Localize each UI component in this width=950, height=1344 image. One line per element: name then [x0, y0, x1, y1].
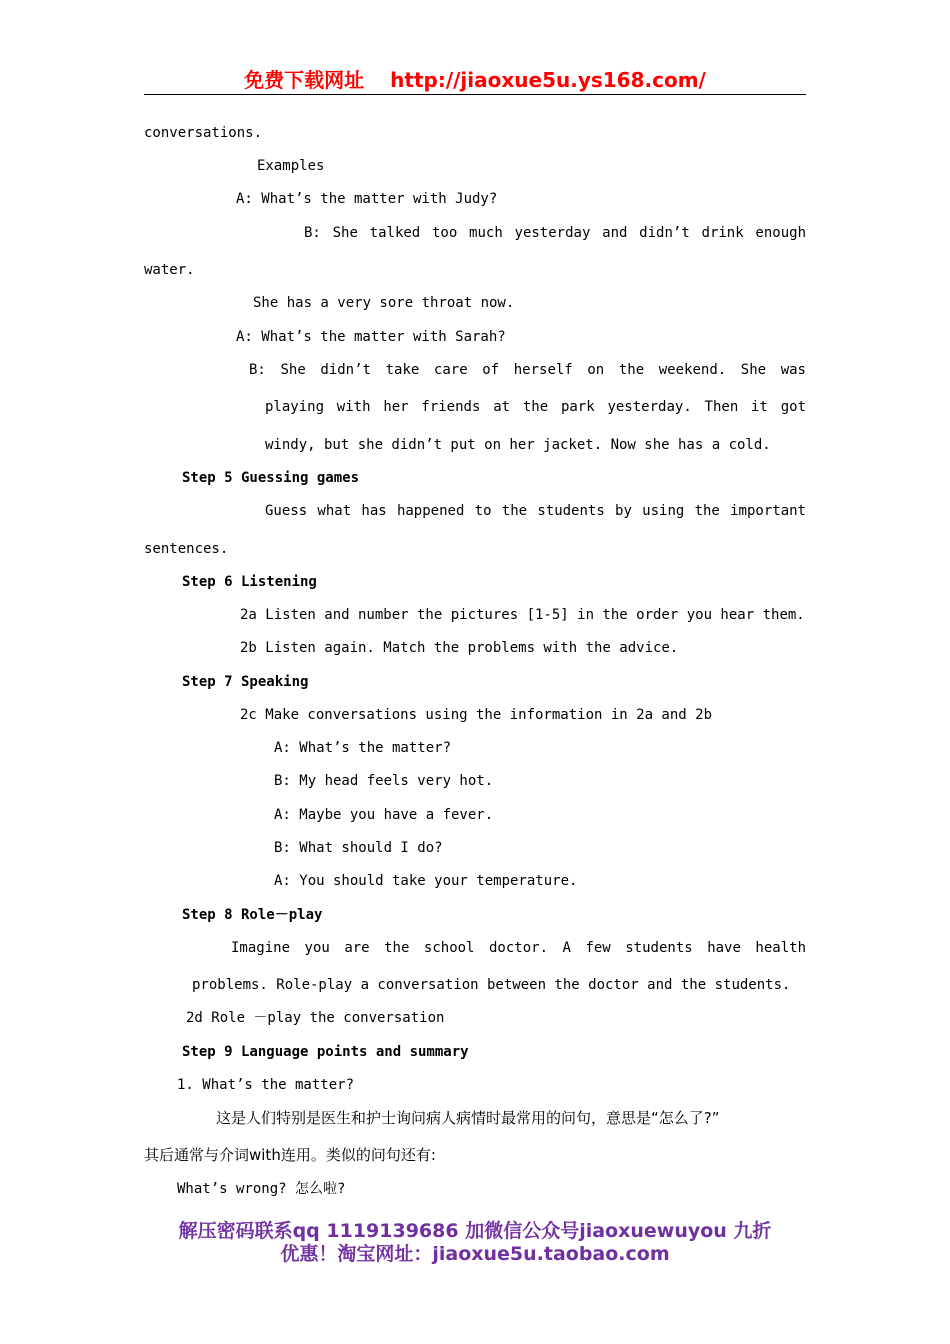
dialogue-line: B: She talked too much yesterday and didn’t drink enough: [304, 225, 806, 241]
header-url[interactable]: http://jiaoxue5u.ys168.com/: [390, 68, 706, 92]
step-heading: Step 6 Listening: [182, 574, 317, 590]
chinese-text-line: 其后通常与介词with连用。类似的问句还有:: [144, 1146, 436, 1164]
footer-line-1: 解压密码联系qq 1119139686 加微信公众号jiaoxuewuyou 九折: [178, 1220, 772, 1242]
dialogue-line: B: My head feels very hot.: [274, 773, 494, 789]
footer-line-2: 优惠！淘宝网址：jiaoxue5u.taobao.com: [280, 1243, 670, 1265]
text-line: conversations.: [144, 125, 263, 141]
page-header: [144, 66, 806, 95]
dialogue-line: She has a very sore throat now.: [253, 295, 515, 311]
dialogue-line: A: What’s the matter with Sarah?: [236, 329, 506, 345]
step-heading: Step 8 Role－play: [182, 907, 323, 923]
chinese-text-line: 这是人们特别是医生和护士询问病人病情时最常用的问句，意思是“怎么了?”: [216, 1109, 720, 1127]
text-line: Imagine you are the school doctor. A few students have health: [231, 940, 806, 956]
step-heading: Step 9 Language points and summary: [182, 1044, 469, 1060]
dialogue-line: A: You should take your temperature.: [274, 873, 578, 889]
dialogue-line: B: She didn’t take care of herself on the weekend. She was: [249, 362, 806, 378]
dialogue-line: A: Maybe you have a fever.: [274, 807, 494, 823]
step-heading: Step 7 Speaking: [182, 674, 309, 690]
examples-heading: Examples: [257, 158, 325, 174]
text-line: problems. Role-play a conversation between the doctor and the students.: [192, 977, 791, 993]
text-line: What’s wrong? 怎么啦?: [177, 1181, 346, 1197]
header-label: 免费下载网址: [244, 68, 365, 92]
text-line: 2b Listen again. Match the problems with the advice.: [240, 640, 679, 656]
text-line: 1. What’s the matter?: [177, 1077, 355, 1093]
text-line: 2c Make conversations using the information in 2a and 2b: [240, 707, 713, 723]
dialogue-line: windy, but she didn’t put on her jacket. Now she has a cold.: [265, 437, 771, 453]
dialogue-line: B: What should I do?: [274, 840, 443, 856]
dialogue-line: A: What’s the matter?: [274, 740, 452, 756]
text-line: Guess what has happened to the students by using the important: [265, 503, 806, 519]
text-line: sentences.: [144, 541, 229, 557]
text-line: water.: [144, 262, 195, 278]
step-heading: Step 5 Guessing games: [182, 470, 360, 486]
text-line: 2a Listen and number the pictures [1-5] in the order you hear them.: [240, 607, 805, 623]
dialogue-line: A: What’s the matter with Judy?: [236, 191, 498, 207]
text-line: 2d Role －play the conversation: [186, 1010, 445, 1026]
dialogue-line: playing with her friends at the park yesterday. Then it got: [265, 399, 806, 415]
